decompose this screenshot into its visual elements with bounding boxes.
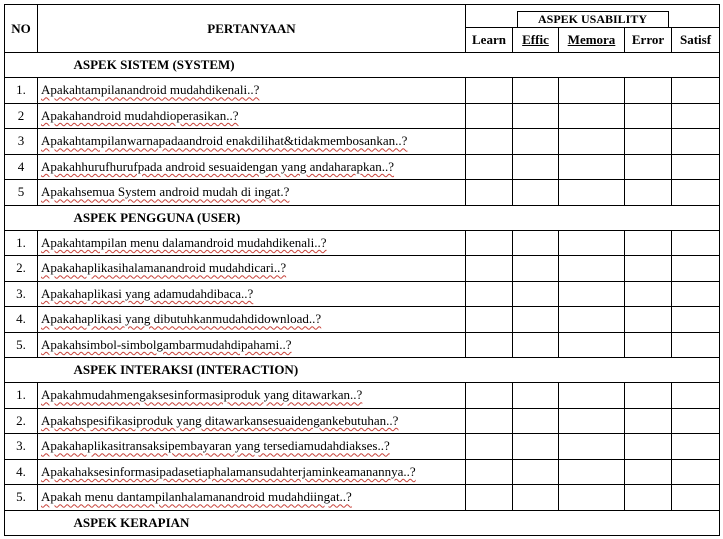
rating-cell-learn[interactable] (466, 103, 513, 129)
question-row (5, 103, 720, 129)
question-number: 3. (5, 281, 38, 307)
rating-cell-error[interactable] (625, 154, 672, 180)
rating-cell-learn[interactable] (466, 459, 513, 485)
question-number: 3. (5, 434, 38, 460)
section-row (5, 510, 720, 535)
section-no-cell (5, 53, 38, 78)
rating-cell-satisf[interactable] (672, 129, 720, 155)
question-row (5, 408, 720, 434)
question-text-cell (38, 281, 466, 307)
question-number: 4. (5, 307, 38, 333)
rating-cell-satisf[interactable] (672, 459, 720, 485)
question-text-cell (38, 230, 466, 256)
question-row (5, 129, 720, 155)
column-header-learn: Learn (466, 28, 513, 53)
rating-cell-satisf[interactable] (672, 408, 720, 434)
rating-cell-effic[interactable] (513, 459, 559, 485)
rating-cell-learn[interactable] (466, 256, 513, 282)
rating-cell-memora[interactable] (559, 154, 625, 180)
rating-cell-memora[interactable] (559, 459, 625, 485)
questionnaire-table (4, 4, 720, 536)
rating-cell-satisf[interactable] (672, 332, 720, 358)
rating-cell-memora[interactable] (559, 408, 625, 434)
question-text-cell (38, 459, 466, 485)
question-text-cell (38, 154, 466, 180)
rating-cell-satisf[interactable] (672, 154, 720, 180)
section-title: ASPEK SISTEM (SYSTEM) (38, 53, 720, 78)
rating-cell-effic[interactable] (513, 408, 559, 434)
question-number: 1. (5, 78, 38, 104)
rating-cell-memora[interactable] (559, 180, 625, 206)
rating-cell-learn[interactable] (466, 383, 513, 409)
section-row (5, 205, 720, 230)
rating-cell-effic[interactable] (513, 281, 559, 307)
rating-cell-effic[interactable] (513, 485, 559, 511)
rating-cell-memora[interactable] (559, 307, 625, 333)
question-row (5, 230, 720, 256)
column-header-effic: Effic (513, 28, 559, 53)
section-no-cell (5, 205, 38, 230)
question-row (5, 485, 720, 511)
question-text: Apakahtampilanwarnapadaandroid enakdilihat&tidakmembosankan..? (41, 133, 408, 149)
rating-cell-learn[interactable] (466, 154, 513, 180)
rating-cell-error[interactable] (625, 307, 672, 333)
question-text-cell (38, 408, 466, 434)
rating-cell-satisf[interactable] (672, 281, 720, 307)
rating-cell-error[interactable] (625, 78, 672, 104)
rating-cell-effic[interactable] (513, 307, 559, 333)
header-row-top (5, 5, 720, 28)
rating-cell-effic[interactable] (513, 154, 559, 180)
rating-cell-error[interactable] (625, 230, 672, 256)
rating-cell-effic[interactable] (513, 129, 559, 155)
rating-cell-learn[interactable] (466, 332, 513, 358)
rating-cell-effic[interactable] (513, 383, 559, 409)
rating-cell-learn[interactable] (466, 281, 513, 307)
rating-cell-error[interactable] (625, 485, 672, 511)
rating-cell-satisf[interactable] (672, 434, 720, 460)
question-text-cell (38, 307, 466, 333)
rating-cell-satisf[interactable] (672, 230, 720, 256)
column-header-satisf: Satisf (672, 28, 720, 53)
question-row (5, 256, 720, 282)
rating-cell-learn[interactable] (466, 434, 513, 460)
section-title: ASPEK KERAPIAN (38, 510, 720, 535)
aspect-usability-cell (466, 5, 720, 28)
rating-cell-memora[interactable] (559, 129, 625, 155)
question-row (5, 332, 720, 358)
question-text: Apakahaplikasi yang dibutuhkanmudahdidownload..? (41, 311, 322, 327)
question-number: 2 (5, 103, 38, 129)
rating-cell-satisf[interactable] (672, 307, 720, 333)
question-number: 5 (5, 180, 38, 206)
section-title: ASPEK PENGGUNA (USER) (38, 205, 720, 230)
rating-cell-satisf[interactable] (672, 78, 720, 104)
section-row (5, 53, 720, 78)
question-row (5, 434, 720, 460)
rating-cell-memora[interactable] (559, 256, 625, 282)
rating-cell-error[interactable] (625, 332, 672, 358)
question-row (5, 154, 720, 180)
question-text: Apakahsemua System android mudah di ingat.? (41, 184, 290, 200)
rating-cell-error[interactable] (625, 256, 672, 282)
question-text-cell (38, 332, 466, 358)
rating-cell-memora[interactable] (559, 230, 625, 256)
section-no-cell (5, 358, 38, 383)
question-text-cell (38, 383, 466, 409)
question-row (5, 281, 720, 307)
question-text-cell (38, 434, 466, 460)
question-number: 2. (5, 256, 38, 282)
question-text: Apakahspesifikasiproduk yang ditawarkansesuaidengankebutuhan..? (41, 412, 399, 428)
rating-cell-error[interactable] (625, 180, 672, 206)
question-text: Apakahhurufhurufpada android sesuaidengan yang andaharapkan..? (41, 158, 395, 174)
section-row (5, 358, 720, 383)
rating-cell-memora[interactable] (559, 485, 625, 511)
rating-cell-error[interactable] (625, 408, 672, 434)
column-header-memora: Memora (559, 28, 625, 53)
question-row (5, 459, 720, 485)
rating-cell-error[interactable] (625, 459, 672, 485)
rating-cell-effic[interactable] (513, 230, 559, 256)
question-text-cell (38, 485, 466, 511)
rating-cell-satisf[interactable] (672, 383, 720, 409)
rating-cell-learn[interactable] (466, 78, 513, 104)
question-text-cell (38, 78, 466, 104)
question-column-header: PERTANYAAN (38, 5, 466, 53)
question-number: 2. (5, 408, 38, 434)
rating-cell-memora[interactable] (559, 78, 625, 104)
rating-cell-learn[interactable] (466, 408, 513, 434)
question-number: 1. (5, 383, 38, 409)
rating-cell-memora[interactable] (559, 281, 625, 307)
question-text: Apakahaplikasihalamanandroid mudahdicari..? (41, 260, 287, 276)
question-row (5, 307, 720, 333)
question-number: 4 (5, 154, 38, 180)
rating-cell-satisf[interactable] (672, 180, 720, 206)
rating-cell-memora[interactable] (559, 434, 625, 460)
question-text: Apakahtampilan menu dalamandroid mudahdikenali..? (41, 234, 327, 250)
question-number: 3 (5, 129, 38, 155)
rating-cell-effic[interactable] (513, 434, 559, 460)
question-text: Apakahtampilanandroid mudahdikenali..? (41, 82, 260, 98)
question-row (5, 78, 720, 104)
rating-cell-effic[interactable] (513, 103, 559, 129)
question-number: 5. (5, 485, 38, 511)
question-text-cell (38, 256, 466, 282)
section-no-cell (5, 510, 38, 535)
rating-cell-error[interactable] (625, 129, 672, 155)
question-text: Apakahaksesinformasipadasetiaphalamansudahterjaminkeamanannya..? (41, 463, 416, 479)
question-text-cell (38, 103, 466, 129)
rating-cell-effic[interactable] (513, 78, 559, 104)
rating-cell-effic[interactable] (513, 332, 559, 358)
rating-cell-learn[interactable] (466, 307, 513, 333)
question-text: Apakahaplikasi yang adamudahdibaca..? (41, 285, 254, 301)
question-text: Apakahandroid mudahdioperasikan..? (41, 107, 239, 123)
rating-cell-effic[interactable] (513, 180, 559, 206)
rating-cell-error[interactable] (625, 281, 672, 307)
rating-cell-error[interactable] (625, 103, 672, 129)
question-row (5, 383, 720, 409)
rating-cell-effic[interactable] (513, 256, 559, 282)
question-text-cell (38, 180, 466, 206)
rating-cell-memora[interactable] (559, 332, 625, 358)
rating-cell-learn[interactable] (466, 485, 513, 511)
rating-cell-satisf[interactable] (672, 256, 720, 282)
question-number: 5. (5, 332, 38, 358)
question-text: Apakahaplikasitransaksipembayaran yang tersediamudahdiakses..? (41, 438, 390, 454)
column-header-error: Error (625, 28, 672, 53)
rating-cell-learn[interactable] (466, 230, 513, 256)
question-number: 4. (5, 459, 38, 485)
rating-cell-satisf[interactable] (672, 485, 720, 511)
section-title: ASPEK INTERAKSI (INTERACTION) (38, 358, 720, 383)
rating-cell-error[interactable] (625, 434, 672, 460)
rating-cell-learn[interactable] (466, 129, 513, 155)
rating-cell-learn[interactable] (466, 180, 513, 206)
question-text: Apakahsimbol-simbolgambarmudahdipahami..? (41, 336, 292, 352)
question-row (5, 180, 720, 206)
question-number: 1. (5, 230, 38, 256)
rating-cell-error[interactable] (625, 383, 672, 409)
question-text: Apakahmudahmengaksesinformasiproduk yang ditawarkan..? (41, 387, 363, 403)
no-column-header: NO (5, 5, 38, 53)
rating-cell-memora[interactable] (559, 383, 625, 409)
question-text: Apakah menu dantampilanhalamanandroid mudahdiingat..? (41, 489, 352, 505)
rating-cell-memora[interactable] (559, 103, 625, 129)
rating-cell-satisf[interactable] (672, 103, 720, 129)
question-text-cell (38, 129, 466, 155)
aspect-usability-header: ASPEK USABILITY (517, 11, 669, 27)
